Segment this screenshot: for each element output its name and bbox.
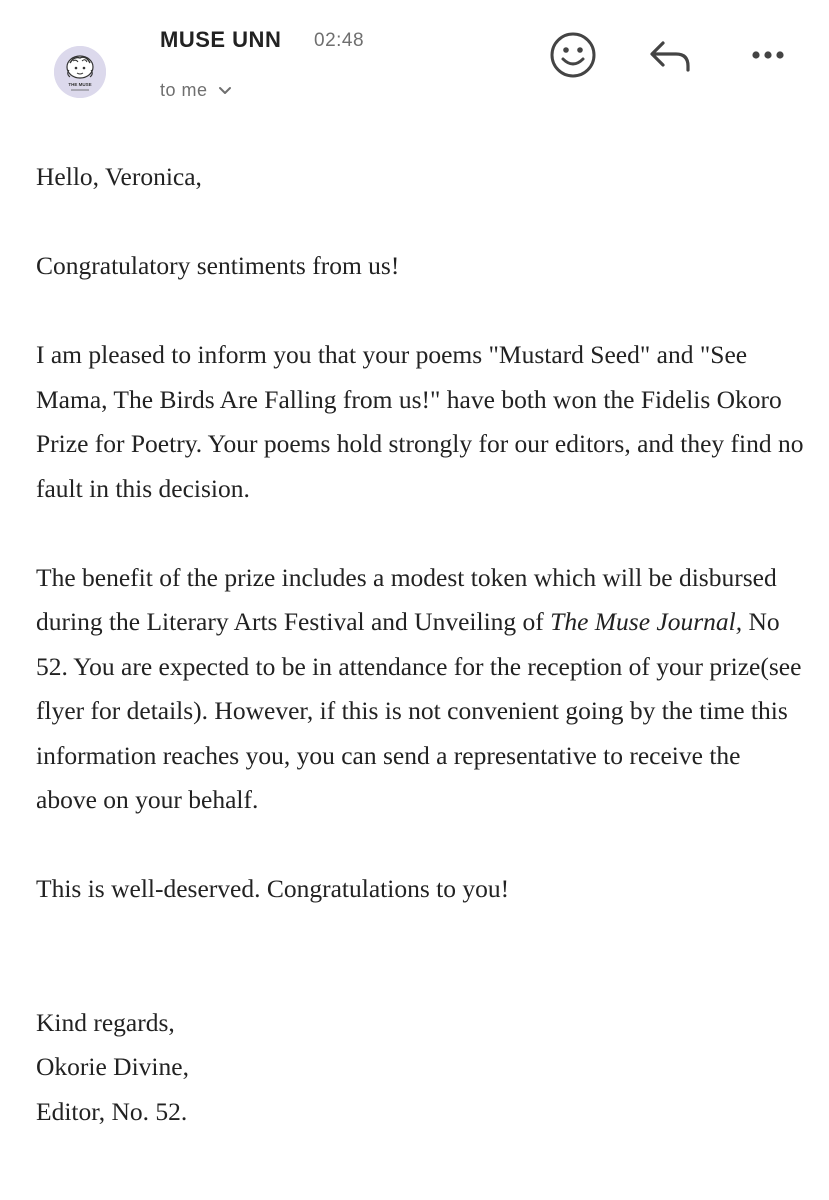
email-time: 02:48 <box>314 30 365 51</box>
benefit-text-end: No 52. You are expected to be in attendance for the reception of your prize(see flyer for details). However, if this is not convenient going by the time this information reaches you, you can send a representative to receive the above on your behalf. <box>36 607 802 814</box>
email-paragraph-prize: I am pleased to inform you that your poems "Mustard Seed" and "See Mama, The Birds Are Falling from us!" have both won the Fidelis Okoro Prize for Poetry. Your poems hold strongly for our editors, and they find no fault in this decision. <box>36 340 804 503</box>
sender-avatar[interactable] <box>54 46 106 98</box>
email-body <box>36 155 806 1134</box>
sender-name[interactable]: MUSE UNN <box>160 27 282 52</box>
journal-title: The Muse Journal, <box>550 607 743 636</box>
smiley-icon[interactable] <box>548 30 598 80</box>
recipient-label: to me <box>160 80 208 100</box>
email-header <box>0 0 829 130</box>
recipient-details-toggle[interactable] <box>160 80 232 101</box>
benefit-text-start: The benefit of the prize includes a modest token which will be disbursed during the Literary Arts Festival and Unveiling of <box>36 562 777 636</box>
reply-icon[interactable] <box>646 30 696 80</box>
email-congrats-line: Congratulatory sentiments from us! <box>36 251 400 280</box>
email-signer-name: Okorie Divine, <box>36 1052 189 1081</box>
muse-logo-avatar <box>54 46 106 98</box>
chevron-down-icon <box>218 80 232 101</box>
email-closing-line: This is well-deserved. Congratulations to you! <box>36 874 510 903</box>
more-horizontal-icon[interactable] <box>744 30 794 80</box>
email-signoff: Kind regards, <box>36 1007 175 1037</box>
svg-text:THE MUSE: THE MUSE <box>68 82 92 87</box>
email-greeting: Hello, Veronica, <box>36 162 202 191</box>
email-paragraph-benefit <box>36 556 806 823</box>
email-signer-title: Editor, No. 52. <box>36 1096 188 1126</box>
